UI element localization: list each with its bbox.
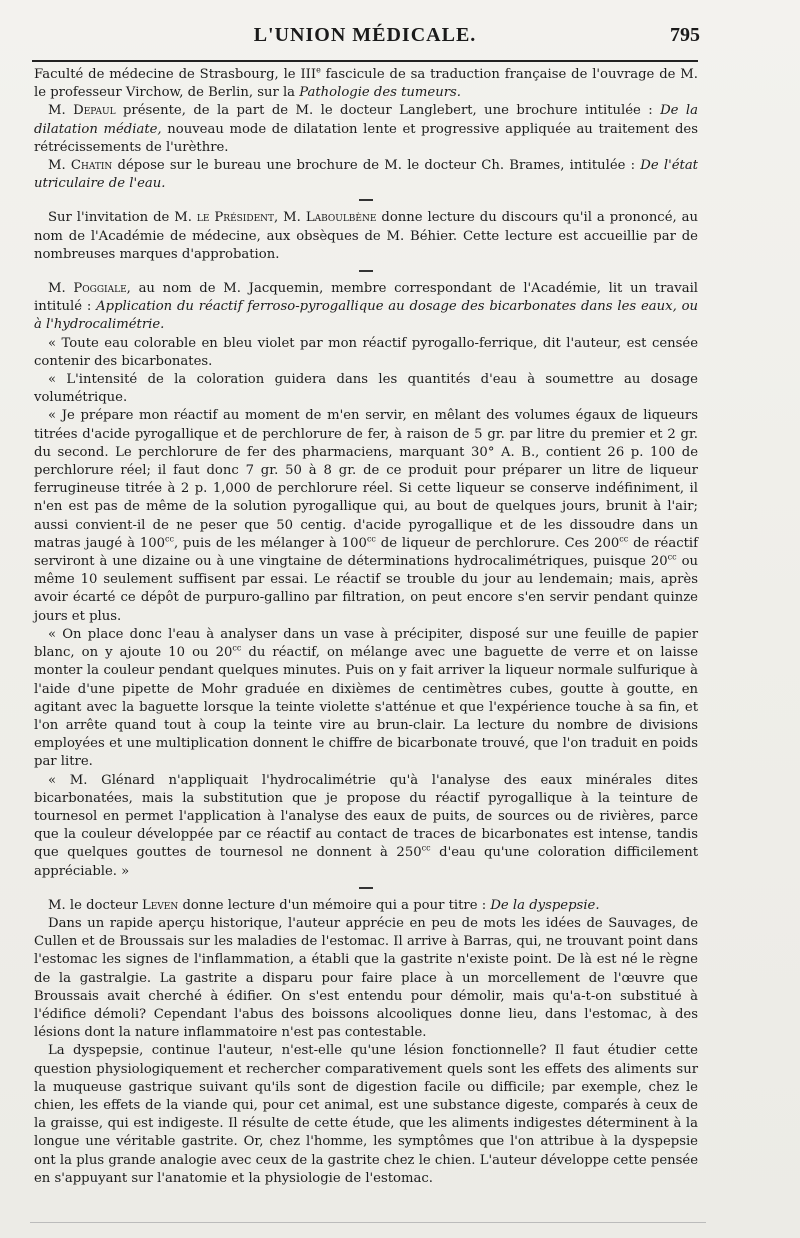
text-run: nouveau mode de dilatation lente et progressive appliquée au traitement des rétrécissements de l'urèthre.	[34, 121, 698, 155]
paragraph-p13	[34, 1042, 698, 1188]
italic-text: De la dyspepsie.	[490, 897, 600, 913]
italic-text: De l'état utriculaire de l'eau.	[34, 158, 698, 192]
paragraph-p8	[34, 407, 698, 625]
running-header	[30, 24, 700, 54]
text-run: M.	[48, 281, 74, 297]
italic-text: De la dilatation médiate,	[34, 103, 698, 137]
superscript: cc	[165, 534, 174, 544]
paragraph-p9	[34, 626, 698, 772]
superscript: cc	[366, 534, 376, 544]
paragraph-p6	[34, 335, 698, 371]
section-separator	[359, 887, 373, 889]
section-separator	[359, 270, 373, 272]
paragraph-p1	[34, 66, 698, 102]
text-run: « Toute eau colorable en bleu violet par mon réactif pyrogallo-ferrique, dit l'auteur, est censée contenir des bicarbonates.	[34, 335, 698, 369]
text-run: Faculté de médecine de Strasbourg, le III	[34, 67, 317, 82]
text-run: ou même 10 seulement suffisent par essai. Le réactif se trouble du jour au lendemain; mais, après avoir écarté ce dépôt de purpuro-gallino par filtration, on peut encore s'en servir pendant quinze jours et plus.	[34, 554, 699, 624]
text-run: de liqueur de perchlorure. Ces 200	[375, 535, 620, 551]
text-run: fascicule de sa traduction française de l'ouvrage de M. le professeur Virchow, de Berlin, sur la	[34, 67, 698, 101]
text-run: La dyspepsie, continue l'auteur, n'est-elle qu'une lésion fonctionnelle? Il faut étudier cette question physiologiquement et rechercher comparativement quels sont les effets des aliments sur la muqueuse gastrique suivant qu'ils sont de digestion facile ou difficile; par exemple, chez le chien, les effets de la viande qui, pour cet animal, est une substance digeste, comparés à ceux de la graisse, qui est indigeste. Il résulte de cette étude, que les aliments indigestes déterminent à la longue une véritable gastrite. Or, chez l'homme, les symptômes que l'on attribue à la dyspepsie ont la plus grande analogie avec ceux de la gastrite chez le chien. L'auteur développe cette pensée en s'appuyant sur l'anatomie et la physiologie de l'estomac.	[34, 1043, 698, 1186]
superscript: cc	[619, 534, 629, 544]
text-run: M.	[48, 158, 71, 174]
footer-rule	[30, 1222, 706, 1223]
superscript: cc	[232, 643, 242, 653]
text-run: « On place donc l'eau à analyser dans un vase à précipiter, disposé sur une feuille de papier blanc, on y ajoute 10 ou 20	[34, 626, 698, 661]
text-run: dépose sur le bureau une brochure de M. le docteur Ch. Brames, intitulée :	[112, 158, 641, 174]
name-small-caps: Leven	[141, 897, 179, 913]
text-run: M. le docteur	[48, 897, 142, 913]
text-run: présente, de la part de M. le docteur Langlebert, une brochure intitulée :	[115, 103, 661, 119]
text-run: du réactif, on mélange avec une baguette de verre et on laisse monter la couleur pendant quelques minutes. Puis on y fait arriver la liqueur normale sulfurique à l'aide d'une pipette de Mohr graduée en dixièmes de centimètres cubes, goutte à goutte, en agitant avec la baguette lorsque la teinte violette s'atténue et que l'expérience touche à sa fin, et l'on arrête quand tout à coup la teinte vire au brun-clair. La lecture du nombre de divisions employées et une multiplication donnent le chiffre de bicarbonate trouvé, que l'on traduit en poids par litre.	[34, 645, 699, 770]
text-run: d'eau qu'une coloration difficilement appréciable. »	[34, 845, 699, 879]
paragraph-p4	[34, 209, 698, 264]
text-run: , M.	[274, 210, 306, 226]
paragraph-p5	[34, 280, 698, 335]
italic-text: Application du réactif ferroso-pyrogallique au dosage des bicarbonates dans les eaux, ou à l'hydrocalimétrie.	[34, 299, 698, 333]
paragraph-p2	[34, 102, 698, 157]
superscript: cc	[667, 552, 677, 562]
text-run: « L'intensité de la coloration guidera dans les quantités d'eau à soumettre au dosage volumétrique.	[34, 372, 698, 406]
body-text	[34, 66, 698, 1188]
italic-text: Pathologie des tumeurs.	[299, 85, 461, 101]
text-run: M.	[48, 103, 74, 119]
name-small-caps: le Président	[196, 210, 275, 226]
text-run: donne lecture du discours qu'il a prononcé, au nom de l'Académie de médecine, aux obsèques de M. Béhier. Cette lecture est accueillie par de nombreuses marques d'approbation.	[34, 210, 698, 262]
text-run: Dans un rapide aperçu historique, l'auteur apprécie en peu de mots les idées de Sauvages, de Cullen et de Broussais sur les maladies de l'estomac. Il arrive à Barras, qui, ne trouvant point dans l'estomac les signes de l'inflammation, a établi que la gastrite n'existe point. De là est né le règne de la gastralgie. La gastrite a disparu pour faire place à un morcellement de l'œuvre que Broussais avait cherché à édifier. On s'est entendu pour démolir, mais qu'a-t-on substitué à l'édifice démoli? Cependant l'abus des boissons alcooliques donne lieu, dans l'estomac, à des lésions dont la nature inflammatoire n'est pas contestable.	[34, 915, 698, 1041]
text-run: , puis de les mélanger à 100	[173, 535, 367, 551]
superscript: cc	[421, 843, 431, 853]
text-run: , au nom de M. Jacquemin, membre correspondant de l'Académie, lit un travail intitulé :	[34, 281, 699, 315]
name-small-caps: Laboulbène	[305, 210, 377, 226]
paragraph-p11	[34, 897, 698, 915]
page-number: 795	[670, 24, 700, 46]
paragraph-p12	[34, 915, 698, 1042]
text-run: donne lecture d'un mémoire qui a pour titre :	[178, 897, 491, 913]
text-run: « Je prépare mon réactif au moment de m'en servir, en mêlant des volumes égaux de liqueurs titrées d'acide pyrogallique et de perchlorure de fer, à raison de 5 gr. par litre du premier et 2 gr. du second. Le perchlorure de fer des pharmaciens, marquant 30° A. B., contient 26 p. 100 de perchlorure réel; il faut donc 7 gr. 50 à 8 gr. de ce produit pour préparer un litre de liqueur ferrugineuse titrée à 2 p. 1,000 de perchlorure réel. Si cette liqueur se conserve indéfiniment, il n'en est pas de même de la solution pyrogallique qui, au bout de quelques jours, brunit à l'air; aussi convient-il de ne peser que 50 centig. d'acide pyrogallique et de les dissoudre dans un matras jaugé à 100	[34, 408, 698, 551]
journal-title: L'UNION MÉDICALE.	[253, 24, 477, 46]
paragraph-p7	[34, 371, 698, 407]
text-run: Sur l'invitation de M.	[48, 210, 197, 226]
paragraph-p10	[34, 772, 698, 881]
section-separator	[359, 199, 373, 201]
superscript: e	[316, 65, 321, 75]
name-small-caps: Depaul	[73, 103, 116, 119]
paragraph-p3	[34, 157, 698, 193]
name-small-caps: Poggiale	[73, 281, 127, 297]
text-run: de réactif serviront à une dizaine ou à une vingtaine de déterminations hydrocalimétriques, puisque 20	[34, 535, 699, 570]
text-run: « M. Glénard n'appliquait l'hydrocalimétrie qu'à l'analyse des eaux minérales dites bicarbonatées, mais la substitution que je propose du réactif pyrogallique à la teinture de tournesol en permet l'application à l'analyse des eaux de puits, de sources ou de rivières, parce que la couleur développée par ce réactif au contact de traces de bicarbonates est intense, tandis que quelques gouttes de tournesol ne donnent à 250	[34, 772, 698, 861]
header-rule	[32, 60, 698, 62]
name-small-caps: Chatin	[70, 158, 113, 174]
